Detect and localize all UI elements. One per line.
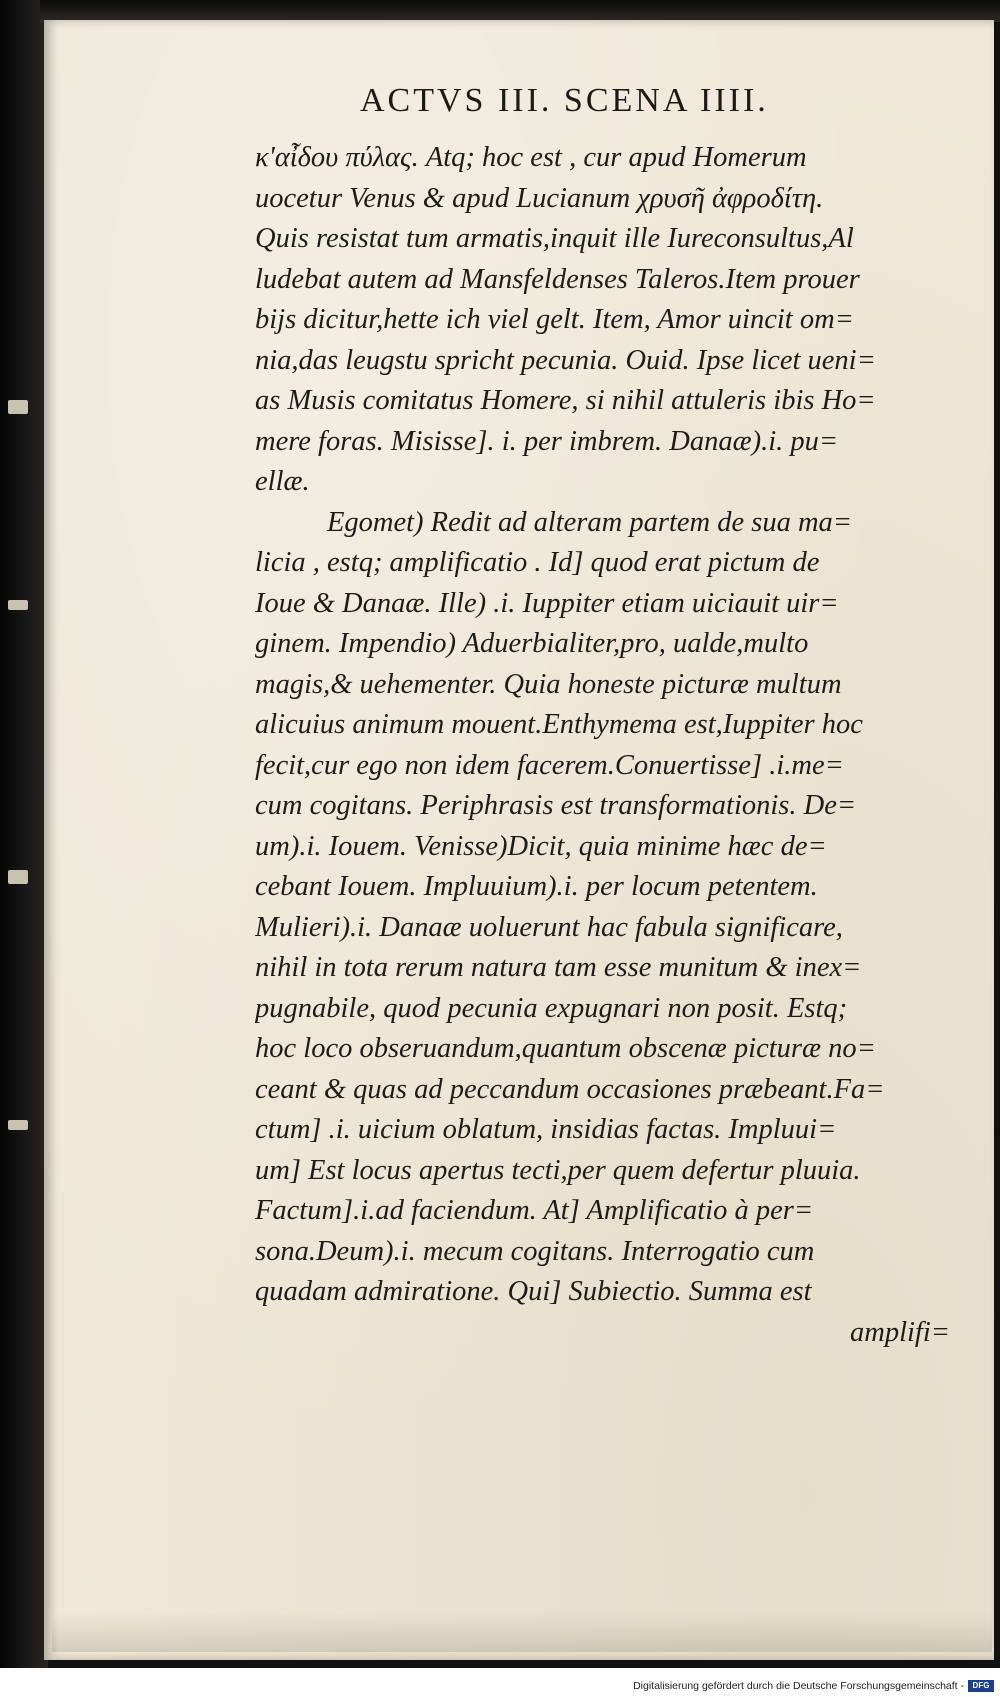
text-line: nihil in tota rerum natura tam esse munitum & inex= [255, 952, 862, 983]
page-top-edge [40, 0, 1000, 22]
text-line: fecit,cur ego non idem facerem.Conuertisse] .i.me= [255, 749, 844, 781]
book-gutter [0, 0, 48, 1668]
gutter-mark [8, 870, 28, 884]
commentary-text [255, 138, 960, 1353]
text-line: cum cogitans. Periphrasis est transformationis. De= [255, 790, 857, 821]
text-line: um).i. Iouem. Venisse)Dicit, quia minime hæc de= [255, 830, 827, 862]
text-line: um] Est locus apertus tecti,per quem defertur pluuia. [255, 1154, 861, 1186]
text-line: alicuius animum mouent.Enthymema est,Iuppiter hoc [255, 709, 863, 740]
text-line: Ioue & Danaæ. Ille) .i. Iuppiter etiam uiciauit uir= [255, 587, 839, 619]
text-line: cebant Iouem. Impluuium).i. per locum petentem. [255, 871, 818, 902]
text-line: hoc loco obseruandum,quantum obscenæ picturæ no= [255, 1033, 876, 1064]
text-line: sona.Deum).i. mecum cogitans. Interrogatio cum [255, 1235, 815, 1267]
text-line: as Musis comitatus Homere, si nihil attuleris ibis Ho= [255, 385, 876, 416]
text-line: Quis resistat tum armatis,inquit ille Iureconsultus,Al [255, 223, 854, 254]
text-line: ellæ. [255, 466, 310, 497]
text-line: licia , estq; amplificatio . Id] quod erat pictum de [255, 547, 820, 578]
text-line: bijs dicitur,hette ich viel gelt. Item, Amor uincit om= [255, 304, 854, 335]
text-line: ctum] .i. uicium oblatum, insidias factas. Impluui= [255, 1114, 837, 1145]
text-line: ginem. Impendio) Aduerbialiter,pro, ualde,multo [255, 628, 809, 659]
text-line: Factum].i.ad faciendum. At] Amplificatio à per= [255, 1195, 814, 1226]
text-line: pugnabile, quod pecunia expugnari non posit. Estq; [255, 992, 848, 1024]
page-bottom-edge [52, 1612, 992, 1652]
gutter-mark [8, 600, 28, 610]
catchword: amplifi= [850, 1316, 950, 1348]
running-title: ACTVS III. SCENA IIII. [360, 82, 769, 119]
gutter-mark [8, 1120, 28, 1130]
text-line: ludebat autem ad Mansfeldenses Taleros.Item prouer [255, 263, 860, 295]
text-line: κ'αἶδου πύλας. Atq; hoc est , cur apud Homerum [255, 142, 807, 173]
text-line: magis,& uehementer. Quia honeste picturæ multum [255, 668, 842, 700]
text-line: nia,das leugstu spricht pecunia. Ouid. Ipse licet ueni= [255, 344, 876, 376]
text-line: uocetur Venus & apud Lucianum χρυσῆ ἀφροδίτη. [255, 182, 824, 214]
text-line: quadam admiratione. Qui] Subiectio. Summa est [255, 1276, 812, 1307]
text-line: ceant & quas ad peccandum occasiones præbeant.Fa= [255, 1073, 885, 1105]
text-line: mere foras. Misisse]. i. per imbrem. Danaæ).i. pu= [255, 425, 839, 457]
text-line: Egomet) Redit ad alteram partem de sua ma= [327, 506, 853, 538]
digitization-credit: Digitalisierung gefördert durch die Deutsche Forschungsgemeinschaft - [633, 1680, 964, 1692]
text-line: Mulieri).i. Danaæ uoluerunt hac fabula significare, [255, 911, 843, 943]
gutter-mark [8, 400, 28, 414]
dfg-logo: DFG [968, 1680, 994, 1692]
